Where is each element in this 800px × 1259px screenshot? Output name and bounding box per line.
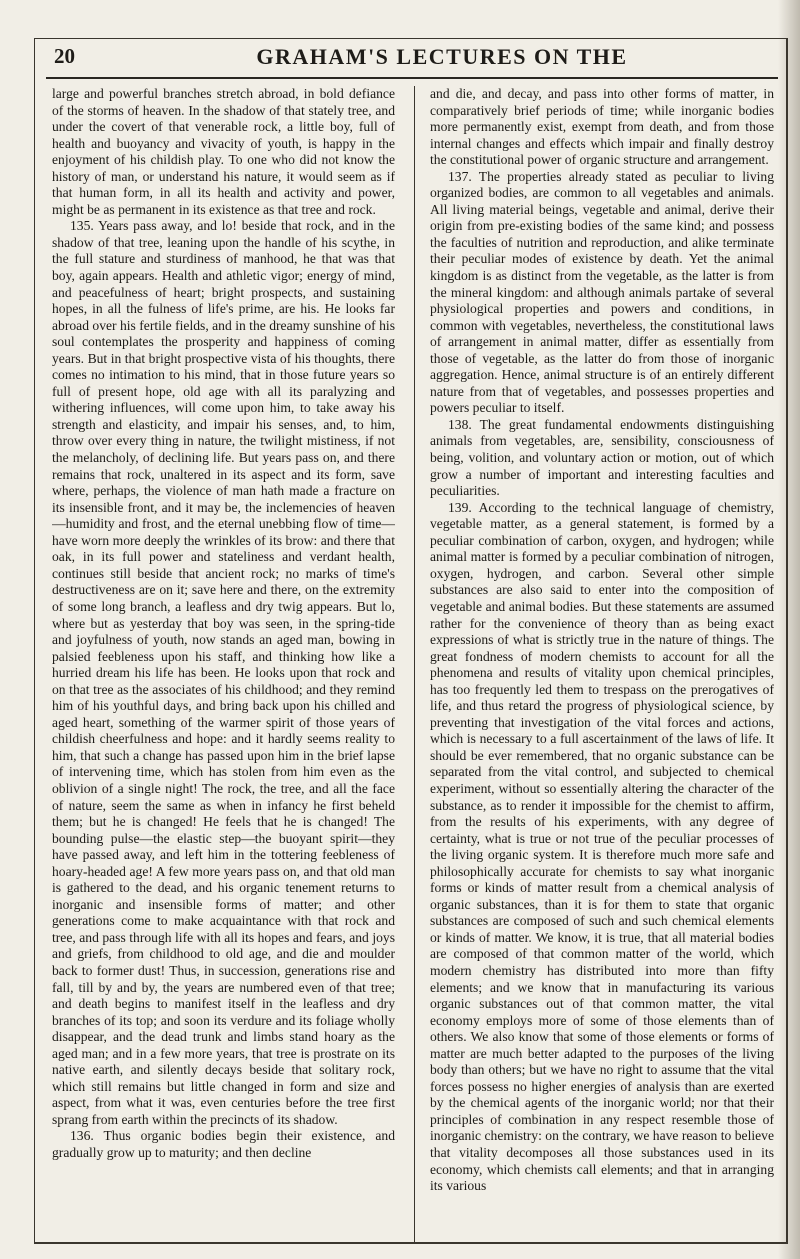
running-title: GRAHAM'S LECTURES ON THE — [256, 44, 628, 69]
page-header — [46, 44, 778, 74]
column-divider — [414, 86, 415, 1242]
paragraph-135: 135. Years pass away, and lo! beside that rock, and in the shadow of that tree, leaning upon the handle of his scythe, in the full stature and sturdiness of manhood, he that was that boy, again appears. Health and athletic vigor; energy of mind, and peacefulness of heart; bright prospects, and sustaining hopes, in all the fulness of life's prime, are his. He looks far abroad over his fertile fields, and in the dreamy sunshine of his soul contemplates the prosperity and happiness of coming years. But in that bright prospective vista of his thoughts, there comes no intimation to his mind, that in those future years so full of present hope, old age with all its paralyzing and withering influences, will come upon him, to take away his strength and elasticity, and impair his senses, and, to him, throw over every thing in nature, the twilight mistiness, if not the melancholy, of declining life. But years pass on, and there remains that rock, unaltered in its aspect and its form, save where, perhaps, the violence of man hath made a fracture on its insensible front, and it may be, the inclemencies of heaven—humidity and frost, and the eternal unebbing flow of time—have worn more deeply the wrinkles of its brow: and there that oak, in its full power and stateliness and verdant health, continues still beside that ancient rock; no marks of time's destructiveness are on it; save here and there, on the extremity of some long branch, a leafless and dry twig appears. But lo, where but as yesterday that boy was seen, in the spring-tide and joyfulness of youth, now stands an aged man, bowing in palsied feebleness upon his staff, and thinking how like a hurried dream his life has been. He looks upon that rock and on that tree as the associates of his childhood; and they remind him of his youthful days, and bring back upon his chilled and aged heart, something of the warmer spirit of those years of childish cheerfulness and hope: and it hardly seems reality to him, that such a change has passed upon him in the brief lapse of intervening time, which has stolen from him even as the oblivion of a single night! The rock, the tree, and all the face of nature, seem the same as when in infancy he first beheld them; but he is changed! He feels that he is changed! The bounding pulse—the elastic step—the buoyant spirit—they have passed away, and left him in the tottering feebleness of hoary-headed age! A few more years pass on, and that old man is gathered to the dead, and his organic tenement returns to inorganic and insensible forms of matter; and other generations come to make acquaintance with that rock and tree, and pass through life with all its hopes and fears, and joys and griefs, from childhood to old age, and die and moulder back to former dust! Thus, in succession, generations rise and fall, till by and by, the years are numbered even of that tree; and death begins to manifest itself in the leafless and dry branches of its top; and soon its verdure and its foliage wholly disappear, and the dead trunk and limbs stand hoary as the aged man; and in a few more years, that tree is prostrate on its native earth, and silently decays beside that solitary rock, which still remains but little changed in form and size and aspect, from what it was, even centuries before the tree first sprang from earth within the precincts of its shadow. — [52, 218, 395, 1127]
paragraph-136-continued: and die, and decay, and pass into other forms of matter, in comparatively brief periods of time; while inorganic bodies more permanently exist, exempt from death, and from those internal changes and effects which impair and finally destroy the constitutional power of organic structure and arrangement. — [430, 86, 774, 168]
page-edge-shadow — [778, 0, 800, 1259]
right-border-rule — [786, 38, 788, 1243]
paragraph-continued: large and powerful branches stretch abroad, in bold defiance of the storms of heaven. In the shadow of that stately tree, and under the covert of that venerable rock, a little boy, full of health and buoyancy and vivacity of youth, is happy in the enjoyment of his childish play. To one who did not know the history of man, or understand his nature, it would seem as if that human form, in all its health and activity and power, might be as permanent in its existence as that tree and rock. — [52, 86, 395, 217]
paragraph-138: 138. The great fundamental endowments distinguishing animals from vegetables, are, sensibility, consciousness of being, volition, and voluntary action or motion, out of which grow a number of important and interesting faculties and peculiarities. — [430, 416, 774, 499]
left-border-rule — [34, 38, 35, 1243]
top-border-rule — [34, 38, 788, 39]
left-text-column — [52, 86, 395, 1242]
paragraph-136: 136. Thus organic bodies begin their existence, and gradually grow up to maturity; and then decline — [52, 1128, 395, 1160]
right-text-column — [430, 86, 774, 1242]
paragraph-137: 137. The properties already stated as peculiar to living organized bodies, are common to all vegetables and animals. All living material beings, vegetable and animal, derive their origin from pre-existing bodies of the same kind; and possess the faculties of nutrition and reproduction, and alike terminate their peculiar modes of existence by death. Yet the animal kingdom is as distinct from the vegetable, as the latter is from the mineral kingdom: and although animals partake of several physiological properties and powers and conditions, in common with vegetables, nevertheless, the constitutional laws of arrangement in animal matter, differ as essentially from those of vegetable, as the latter do from those of inorganic aggregation. Hence, animal structure is of an entirely different nature from that of vegetables, and possesses properties and powers peculiar to itself. — [430, 168, 774, 416]
paragraph-139: 139. According to the technical language of chemistry, vegetable matter, as a general statement, is formed by a peculiar combination of carbon, oxygen, and hydrogen; while animal matter is formed by a peculiar combination of nitrogen, oxygen, hydrogen, and carbon. Several other simple substances are also said to enter into the composition of vegetable and animal bodies. But these statements are assumed rather for the convenience of theory than as being exact expressions of what is strictly true in the nature of things. The great fondness of modern chemists to account for all the phenomena and results of vitality upon chemical principles, has too frequently led them to trespass on the prerogatives of life, and thus retard the progress of physiological science, by preventing that investigation of the vital forces and actions, which is necessary to a full ascertainment of the laws of life. It should be ever remembered, that no organic substance can be separated from the vital control, and subjected to chemical experiment, without so essentially altering the character of the substance, as to render it impossible for the chemist to affirm, from the results of his experiments, with any degree of certainty, what is true or not true of the peculiar processes of the living organic system. It is therefore much more safe and philosophically accurate for chemists to say what inorganic forms or kinds of matter result from a chemical analysis of organic substances, than it is for them to state that organic substances are composed of such and such chemical elements or kinds of matter. We know, it is true, that all material bodies are composed of that common matter of the world, which modern chemistry has distributed into more than fifty elements; and we know that in manufacturing its various organic substances out of that common matter, the vital economy employs more of some of those elements than of others. We also know that some of those elements or forms of matter are much better adapted to the purposes of the living body than others; but we have no right to assume that the vital forces possess no higher energies of analysis than are exerted by the chemical agents of the inorganic world; nor that their principles of combination in any respect resemble those of inorganic chemistry: on the contrary, we have reason to believe that vitality decomposes all those substances used in its economy, which chemists call elements; and that in arranging its various — [430, 499, 774, 1194]
bottom-border-rule — [34, 1242, 788, 1244]
page-number: 20 — [54, 44, 75, 68]
header-rule — [46, 77, 778, 79]
